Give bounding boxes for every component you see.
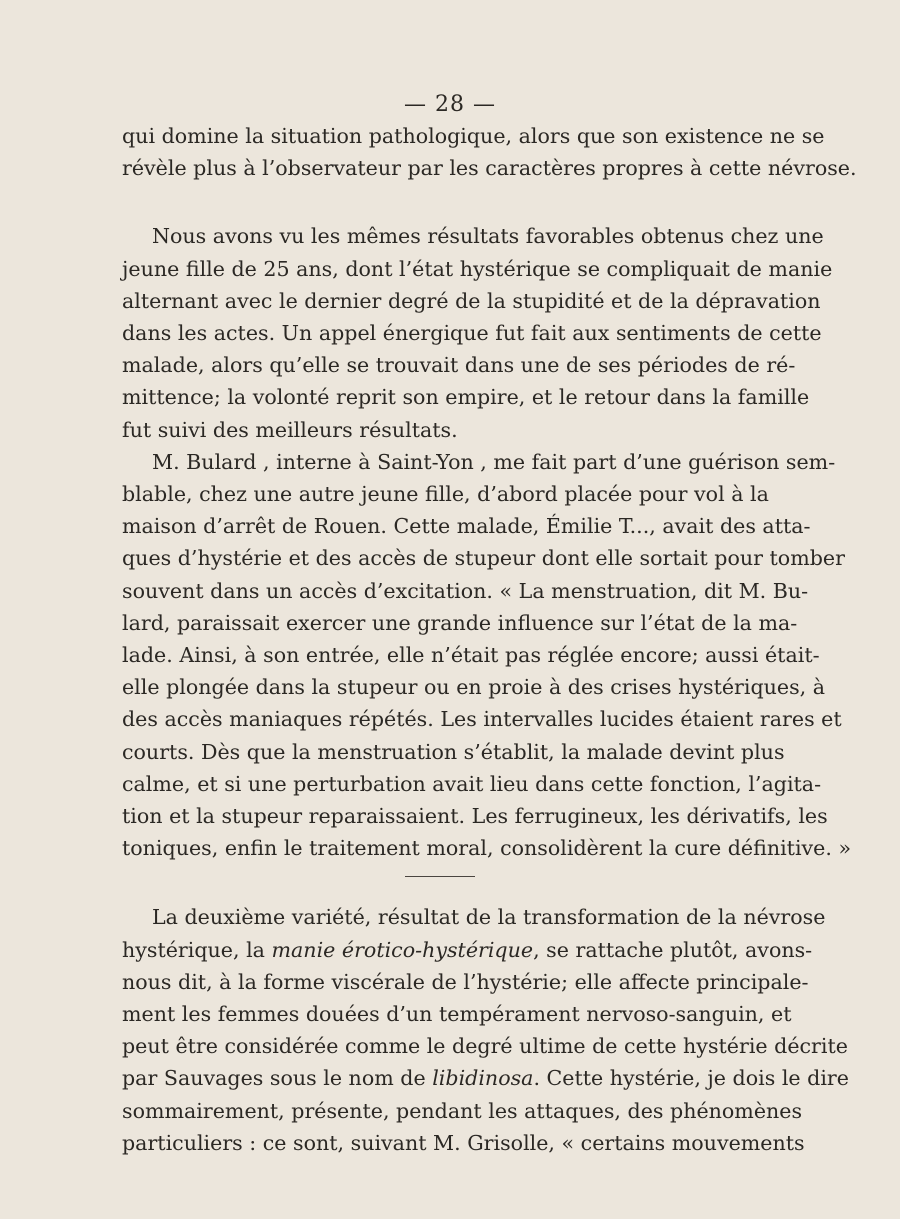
text-line: souvent dans un accès d’excitation. « La menstruation, dit M. Bu-	[122, 578, 809, 603]
text-line	[122, 1062, 849, 1094]
text-line: courts. Dès que la menstruation s’établit, la malade devint plus	[122, 739, 785, 764]
text-fragment: . Cette hystérie, je dois le dire	[533, 1066, 849, 1091]
text-line: malade, alors qu’elle se trouvait dans une de ses périodes de ré-	[122, 353, 796, 378]
text-line: révèle plus à l’observateur par les caractères propres à cette névrose.	[122, 156, 857, 181]
paragraph-4	[122, 901, 849, 1159]
paragraph-2	[122, 220, 833, 445]
text-line: lade. Ainsi, à son entrée, elle n’était pas réglée encore; aussi était-	[122, 643, 820, 668]
text-line	[122, 934, 813, 966]
text-line: dans les actes. Un appel énergique fut fait aux sentiments de cette	[122, 321, 822, 346]
text-line: lard, paraissait exercer une grande influence sur l’état de la ma-	[122, 610, 798, 635]
text-line: nous dit, à la forme viscérale de l’hystérie; elle affecte principale-	[122, 969, 809, 994]
text-line: jeune fille de 25 ans, dont l’état hystérique se compliquait de manie	[122, 256, 833, 281]
page-number: — 28 —	[404, 92, 496, 117]
text-line: elle plongée dans la stupeur ou en proie à des crises hystériques, à	[122, 675, 826, 700]
italic-term: manie érotico-hystérique	[271, 937, 534, 962]
text-line: blable, chez une autre jeune fille, d’abord placée pour vol à la	[122, 482, 769, 507]
text-line: particuliers : ce sont, suivant M. Grisolle, « certains mouvements	[122, 1130, 805, 1155]
text-line: calme, et si une perturbation avait lieu dans cette fonction, l’agita-	[122, 771, 822, 796]
text-fragment: par Sauvages sous le nom de	[122, 1066, 433, 1091]
text-line: tion et la stupeur reparaissaient. Les ferrugineux, les dérivatifs, les	[122, 804, 828, 829]
text-line: qui domine la situation pathologique, alors que son existence ne se	[122, 124, 825, 148]
italic-term: libidinosa	[432, 1066, 534, 1091]
body-text	[122, 120, 857, 1159]
text-line: La deuxième variété, résultat de la transformation de la névrose	[152, 905, 826, 930]
text-line: fut suivi des meilleurs résultats.	[122, 417, 458, 442]
text-line: Nous avons vu les mêmes résultats favorables obtenus chez une	[152, 224, 824, 249]
text-line: ment les femmes douées d’un tempérament nervoso-sanguin, et	[122, 1002, 792, 1027]
text-fragment: hystérique, la	[122, 937, 272, 962]
text-line: toniques, enfin le traitement moral, consolidèrent la cure définitive. »	[122, 836, 852, 861]
text-line: mittence; la volonté reprit son empire, et le retour dans la famille	[122, 385, 810, 410]
text-line: alternant avec le dernier degré de la stupidité et de la dépravation	[122, 288, 821, 313]
paragraph-1	[122, 120, 857, 184]
text-fragment: , se rattache plutôt, avons-	[533, 937, 813, 962]
section-divider	[405, 876, 475, 877]
text-line: maison d’arrêt de Rouen. Cette malade, Émilie T..., avait des atta-	[122, 514, 811, 539]
text-line: sommairement, présente, pendant les attaques, des phénomènes	[122, 1098, 803, 1123]
text-line: M. Bulard , interne à Saint-Yon , me fait part d’une guérison sem-	[152, 449, 836, 474]
text-line: des accès maniaques répétés. Les intervalles lucides étaient rares et	[122, 707, 842, 732]
text-line: peut être considérée comme le degré ultime de cette hystérie décrite	[122, 1034, 848, 1059]
paragraph-3	[122, 446, 852, 865]
text-line: ques d’hystérie et des accès de stupeur dont elle sortait pour tomber	[122, 546, 845, 571]
